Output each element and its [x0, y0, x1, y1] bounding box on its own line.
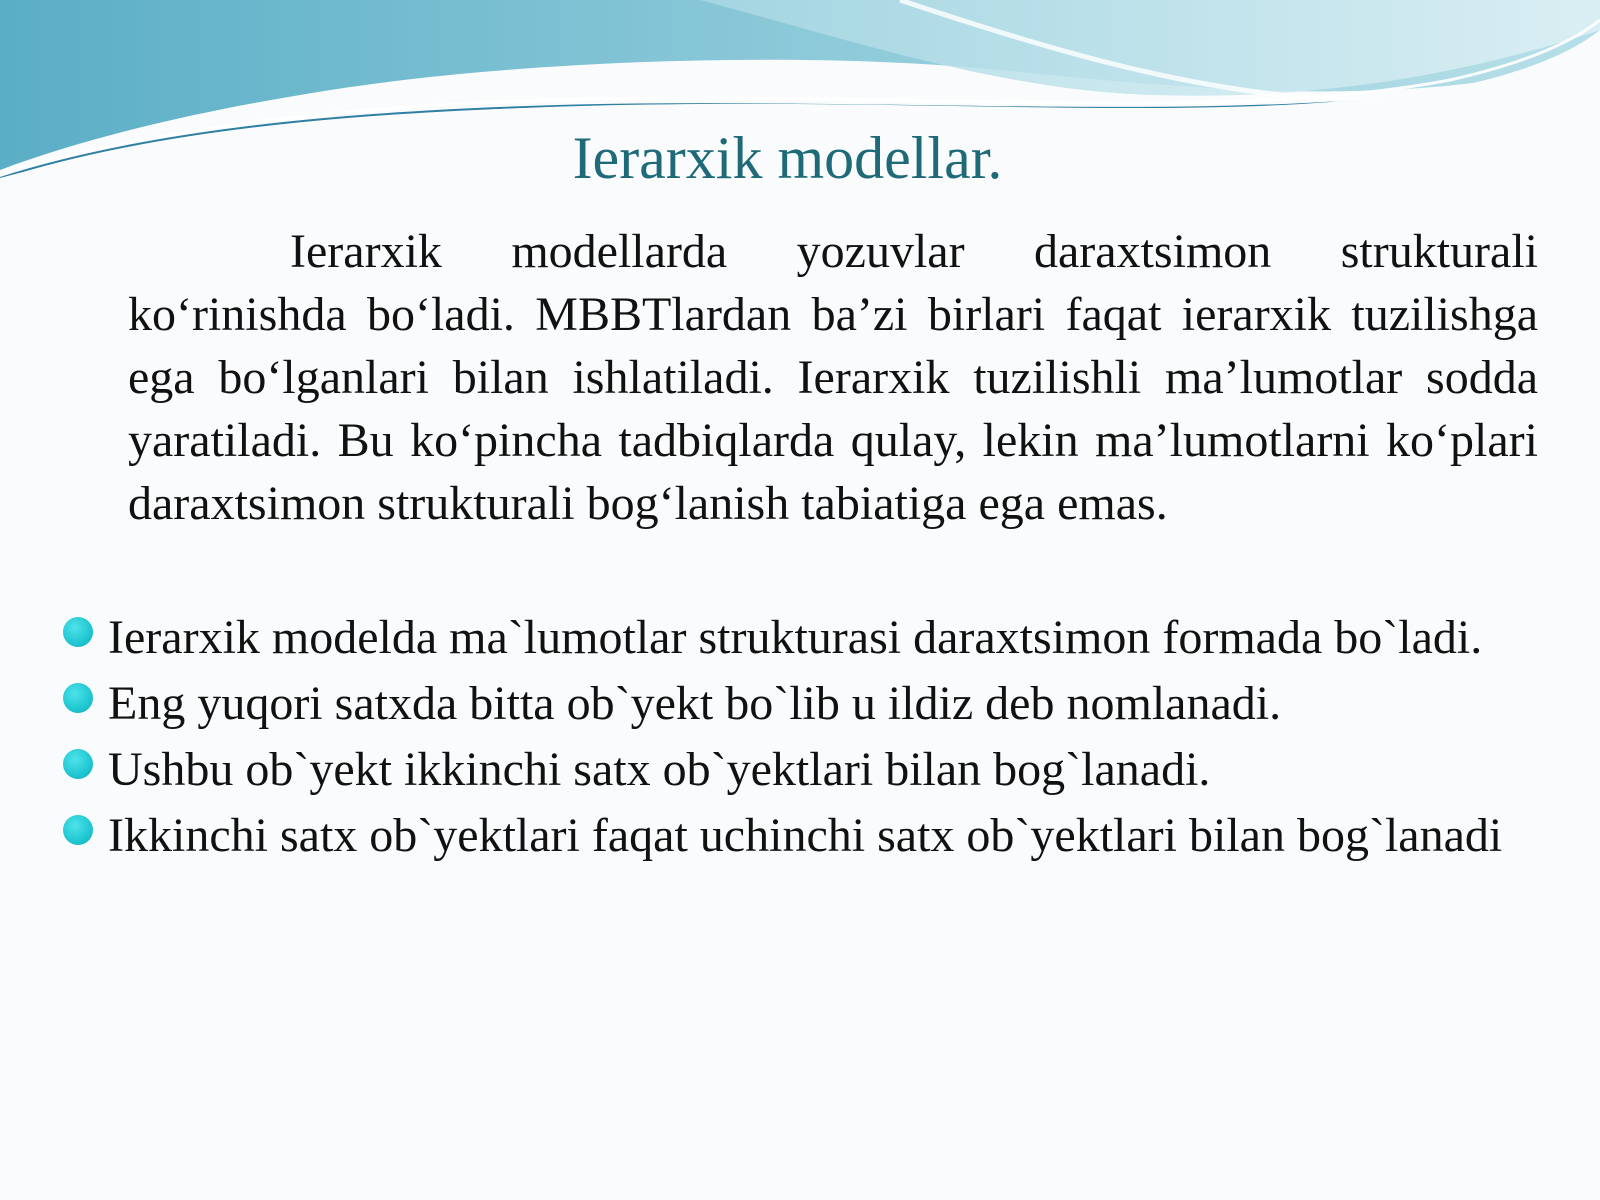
- bullet-dot-icon: [63, 617, 93, 647]
- bullet-dot-icon: [63, 683, 93, 713]
- bullet-list: [108, 608, 1538, 872]
- bullet-text: Ikkinchi satx ob`yektlari faqat uchinchi satx ob`yektlari bilan bog`lanadi: [108, 809, 1503, 862]
- bullet-text: Eng yuqori satxda bitta ob`yekt bo`lib u ildiz deb nomlanadi.: [108, 677, 1282, 730]
- bullet-item: [108, 740, 1538, 800]
- bullet-dot-icon: [63, 815, 93, 845]
- bullet-item: [108, 608, 1538, 668]
- bullet-text: Ierarxik modelda ma`lumotlar strukturasi daraxtsimon formada bo`ladi.: [108, 611, 1483, 664]
- bullet-item: [108, 674, 1538, 734]
- slide-title: Ierarxik modellar.: [572, 125, 1003, 191]
- intro-paragraph: Ierarxik modellarda yozuvlar daraxtsimon strukturali ko‘rinishda bo‘ladi. MBBTlardan ba’zi birlari faqat ierarxik tuzilishga ega bo‘lganlari bilan ishlatiladi. Ierarxik tuzilishli ma’lumotlar sodda yaratiladi. Bu ko‘pincha tadbiqlarda qulay, lekin ma’lumotlarni ko‘plari daraxtsimon strukturali bog‘lanish tabiatiga ega emas.: [128, 225, 1538, 530]
- bullet-dot-icon: [63, 749, 93, 779]
- bullet-text: Ushbu ob`yekt ikkinchi satx ob`yektlari bilan bog`lanadi.: [108, 743, 1211, 796]
- bullet-item: [108, 806, 1538, 866]
